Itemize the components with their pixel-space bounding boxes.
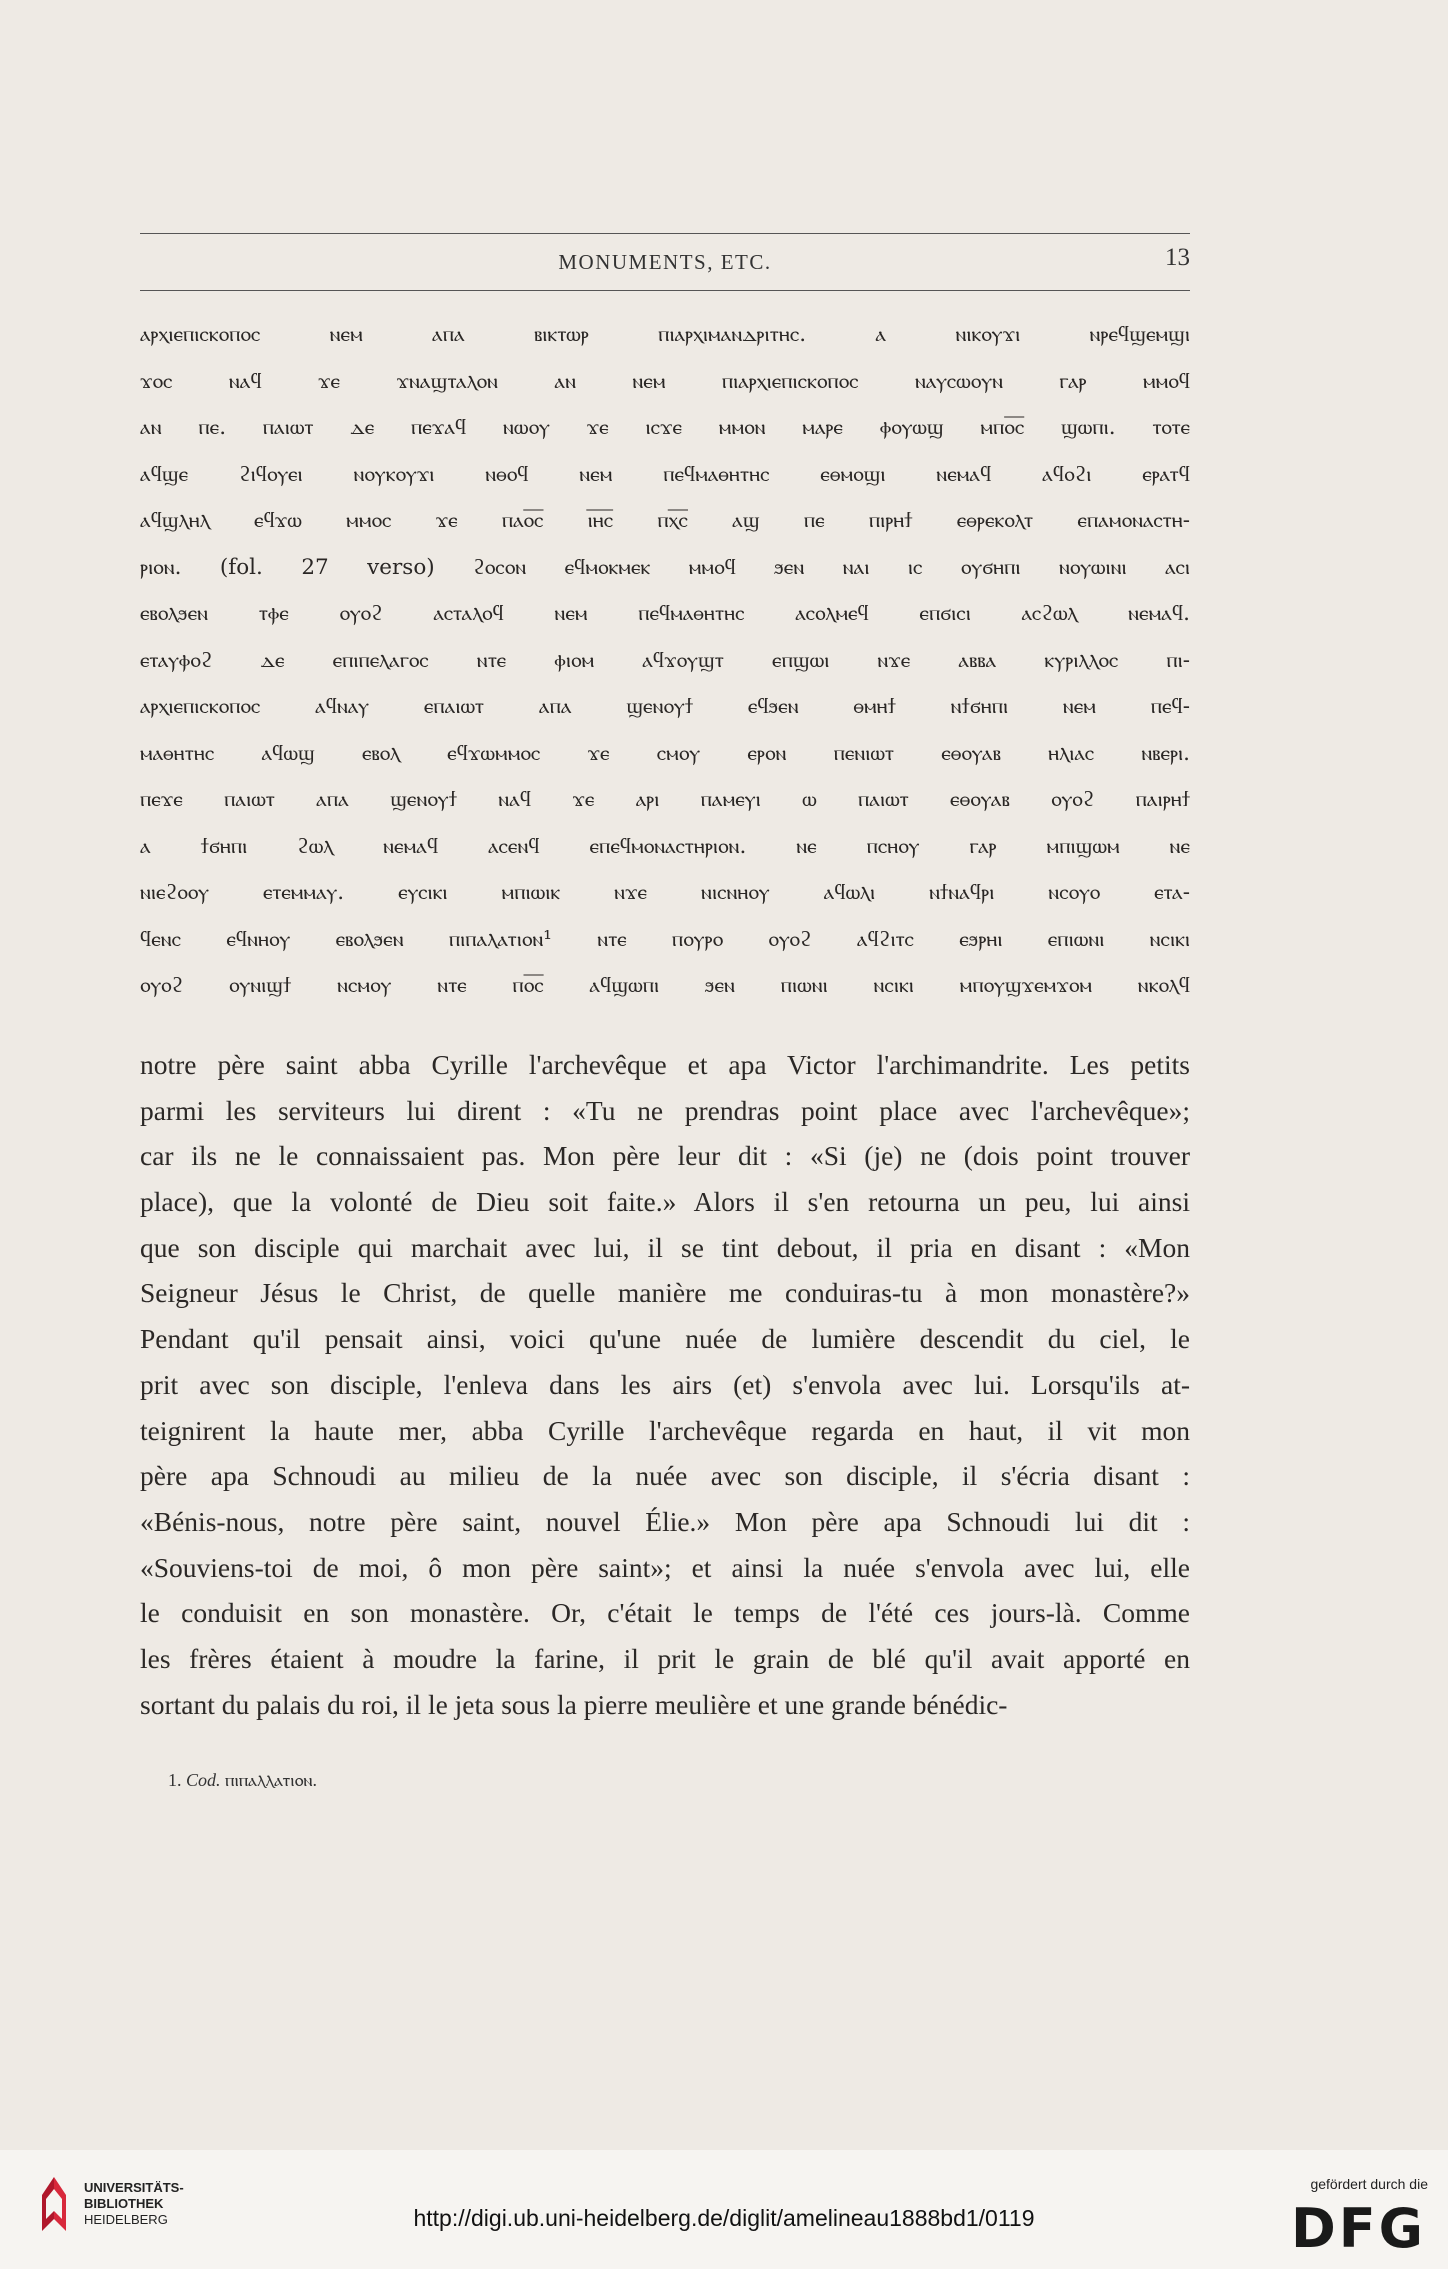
- running-title: MONUMENTS, ETC.: [558, 250, 772, 274]
- page-number: 13: [1165, 244, 1190, 271]
- footnote-text: ⲡⲓⲡⲁⲗⲗⲁⲧⲓⲟⲛ.: [225, 1770, 317, 1790]
- french-line: place), que la volonté de Dieu soit faite.» Alors il s'en retourna un peu, lui ainsi: [140, 1186, 1190, 1218]
- library-name-line1: UNIVERSITÄTS-: [84, 2180, 184, 2195]
- french-line: que son disciple qui marchait avec lui, il se tint debout, il pria en disant : «Mon: [140, 1231, 1190, 1263]
- source-url-link[interactable]: http://digi.ub.uni-heidelberg.de/diglit/amelineau1888bd1/0119: [413, 2205, 1035, 2231]
- coptic-text-block: [140, 312, 1190, 1010]
- running-head: [140, 244, 1190, 284]
- french-translation-block: [140, 1042, 1190, 1727]
- funding-note: gefördert durch die: [1310, 2176, 1428, 2192]
- coptic-line: ⲡⲉϫⲉ ⲡⲁⲓⲱⲧ ⲁⲡⲁ ϣⲉⲛⲟⲩϯ ⲛⲁϥ ϫⲉ ⲁⲣⲓ ⲡⲁⲙⲉⲩⲓ ⲱ ⲡⲁⲓⲱⲧ ⲉⲑⲟⲩⲁⲃ ⲟⲩⲟϩ ⲡⲁⲓⲣⲏϯ: [140, 787, 1190, 812]
- header-rule-bottom: [140, 290, 1190, 291]
- french-line: sortant du palais du roi, il le jeta sous la pierre meulière et une grande bénédic-: [140, 1688, 1008, 1720]
- french-line: Seigneur Jésus le Christ, de quelle manière me conduiras-tu à mon monastère?»: [140, 1277, 1190, 1309]
- coptic-line: ⲁϥϣⲉ ϩⲓϥⲟⲩⲉⲓ ⲛⲟⲩⲕⲟⲩϫⲓ ⲛⲑⲟϥ ⲛⲉⲙ ⲡⲉϥⲙⲁⲑⲏⲧⲏⲥ ⲉⲑⲙⲟϣⲓ ⲛⲉⲙⲁϥ ⲁϥⲟϩⲓ ⲉⲣⲁⲧϥ: [140, 461, 1190, 487]
- coptic-line: ⲉⲧⲁⲩⲫⲟϩ ⲇⲉ ⲉⲡⲓⲡⲉⲗⲁⲅⲟⲥ ⲛⲧⲉ ⲫⲓⲟⲙ ⲁϥϫⲟⲩϣⲧ ⲉⲡϣⲱⲓ ⲛϫⲉ ⲁⲃⲃⲁ ⲕⲩⲣⲓⲗⲗⲟⲥ ⲡⲓ-: [140, 647, 1190, 673]
- coptic-line: ⲁϥϣⲗⲏⲗ ⲉϥϫⲱ ⲙⲙⲟⲥ ϫⲉ ⲡⲁⲟ̅ⲥ̅ ⲓ̅ⲏ̅ⲥ̅ ⲡⲭ̅ⲥ̅ ⲁϣ ⲡⲉ ⲡⲓⲣⲏϯ ⲉⲑⲣⲉⲕⲟⲗⲧ ⲉⲡⲁⲙⲟⲛⲁⲥⲧⲏ-: [140, 508, 1190, 533]
- coptic-line: ⲁⲛ ⲡⲉ. ⲡⲁⲓⲱⲧ ⲇⲉ ⲡⲉϫⲁϥ ⲛⲱⲟⲩ ϫⲉ ⲓⲥϫⲉ ⲙⲙⲟⲛ ⲙⲁⲣⲉ ⲫⲟⲩⲱϣ ⲙⲡⲟ̅ⲥ̅ ϣⲱⲡⲓ. ⲧⲟⲧⲉ: [140, 415, 1190, 440]
- coptic-line: ⲣⲓⲟⲛ. (fol. 27 verso) ϩⲟⲥⲟⲛ ⲉϥⲙⲟⲕⲙⲉⲕ ⲙⲙⲟϥ ϧⲉⲛ ⲛⲁⲓ ⲓⲥ ⲟⲩϭⲏⲡⲓ ⲛⲟⲩⲱⲓⲛⲓ ⲁⲥⲓ: [140, 554, 1190, 580]
- coptic-line: ⲟⲩⲟϩ ⲟⲩⲛⲓϣϯ ⲛⲥⲙⲟⲩ ⲛⲧⲉ ⲡⲟ̅ⲥ̅ ⲁϥϣⲱⲡⲓ ϧⲉⲛ ⲡⲓⲱⲛⲓ ⲛⲥⲓⲕⲓ ⲙⲡⲟⲩϣϫⲉⲙϫⲟⲙ ⲛⲕⲟⲗϥ: [140, 973, 1190, 998]
- french-line: «Souviens-toi de moi, ô mon père saint»; et ainsi la nuée s'envola avec lui, elle: [140, 1551, 1190, 1583]
- dfg-logo: DFG: [1290, 2197, 1426, 2260]
- coptic-line: ⲁⲣⲭⲓⲉⲡⲓⲥⲕⲟⲡⲟⲥ ⲁϥⲛⲁⲩ ⲉⲡⲁⲓⲱⲧ ⲁⲡⲁ ϣⲉⲛⲟⲩϯ ⲉϥϧⲉⲛ ⲑⲙⲏϯ ⲛϯϭⲏⲡⲓ ⲛⲉⲙ ⲡⲉϥ-: [140, 694, 1190, 719]
- library-name-line2: BIBLIOTHEK: [84, 2196, 164, 2211]
- library-name-line3: HEIDELBERG: [84, 2212, 168, 2227]
- coptic-line: ϫⲟⲥ ⲛⲁϥ ϫⲉ ϫⲛⲁϣⲧⲁⲗⲟⲛ ⲁⲛ ⲛⲉⲙ ⲡⲓⲁⲣⲭⲓⲉⲡⲓⲥⲕⲟⲡⲟⲥ ⲛⲁⲩⲥⲱⲟⲩⲛ ⲅⲁⲣ ⲙⲙⲟϥ: [140, 368, 1190, 394]
- coptic-line: ⲙⲁⲑⲏⲧⲏⲥ ⲁϥⲱϣ ⲉⲃⲟⲗ ⲉϥϫⲱⲙⲙⲟⲥ ϫⲉ ⲥⲙⲟⲩ ⲉⲣⲟⲛ ⲡⲉⲛⲓⲱⲧ ⲉⲑⲟⲩⲁⲃ ⲏⲗⲓⲁⲥ ⲛⲃⲉⲣⲓ.: [140, 740, 1190, 766]
- french-line: notre père saint abba Cyrille l'archevêque et apa Victor l'archimandrite. Les petits: [140, 1049, 1190, 1080]
- coptic-line: ⲁ ϯϭⲏⲡⲓ ϩⲱⲗ ⲛⲉⲙⲁϥ ⲁⲥⲉⲛϥ ⲉⲡⲉϥⲙⲟⲛⲁⲥⲧⲏⲣⲓⲟⲛ. ⲛⲉ ⲡⲥⲏⲟⲩ ⲅⲁⲣ ⲙⲡⲓϣⲱⲙ ⲛⲉ: [140, 833, 1190, 859]
- footnote-label: Cod.: [186, 1770, 221, 1790]
- french-line: père apa Schnoudi au milieu de la nuée avec son disciple, il s'écria disant :: [140, 1460, 1190, 1492]
- coptic-line: ⲉⲃⲟⲗϧⲉⲛ ⲧⲫⲉ ⲟⲩⲟϩ ⲁⲥⲧⲁⲗⲟϥ ⲛⲉⲙ ⲡⲉϥⲙⲁⲑⲏⲧⲏⲥ ⲁⲥⲟⲗⲙⲉϥ ⲉⲡϭⲓⲥⲓ ⲁⲥϩⲱⲗ ⲛⲉⲙⲁϥ.: [140, 601, 1190, 626]
- coptic-line: ⲛⲓⲉϩⲟⲟⲩ ⲉⲧⲉⲙⲙⲁⲩ. ⲉⲩⲥⲓⲕⲓ ⲙⲡⲓⲱⲓⲕ ⲛϫⲉ ⲛⲓⲥⲛⲏⲟⲩ ⲁϥⲱⲗⲓ ⲛϯⲛⲁϥⲣⲓ ⲛⲥⲟⲩⲟ ⲉⲧⲁ-: [140, 880, 1190, 905]
- french-line: le conduisit en son monastère. Or, c'était le temps de l'été ces jours-là. Comme: [140, 1597, 1190, 1629]
- french-line: parmi les serviteurs lui dirent : «Tu ne prendras point place avec l'archevêque»;: [140, 1094, 1190, 1126]
- footnote-number: 1.: [168, 1770, 182, 1790]
- french-line: teignirent la haute mer, abba Cyrille l'archevêque regarda en haut, il vit mon: [140, 1414, 1190, 1446]
- french-line: prit avec son disciple, l'enleva dans les airs (et) s'envola avec lui. Lorsqu'ils at-: [140, 1368, 1190, 1400]
- french-line: les frères étaient à moudre la farine, il prit le grain de blé qu'il avait apporté en: [140, 1642, 1190, 1674]
- coptic-line: ϥⲉⲛⲥ ⲉϥⲛⲏⲟⲩ ⲉⲃⲟⲗϧⲉⲛ ⲡⲓⲡⲁⲗⲁⲧⲓⲟⲛ¹ ⲛⲧⲉ ⲡⲟⲩⲣⲟ ⲟⲩⲟϩ ⲁϥϩⲓⲧⲥ ⲉϧⲣⲏⲓ ⲉⲡⲓⲱⲛⲓ ⲛⲥⲓⲕⲓ: [140, 926, 1190, 952]
- header-rule-top: [140, 233, 1190, 234]
- french-line: «Bénis-nous, notre père saint, nouvel Élie.» Mon père apa Schnoudi lui dit :: [140, 1505, 1190, 1537]
- coptic-line: ⲁⲣⲭⲓⲉⲡⲓⲥⲕⲟⲡⲟⲥ ⲛⲉⲙ ⲁⲡⲁ ⲃⲓⲕⲧⲱⲣ ⲡⲓⲁⲣⲭⲓⲙⲁⲛⲇⲣⲓⲧⲏⲥ. ⲁ ⲛⲓⲕⲟⲩϫⲓ ⲛⲣⲉϥϣⲉⲙϣⲓ: [140, 322, 1190, 347]
- french-line: Pendant qu'il pensait ainsi, voici qu'une nuée de lumière descendit du ciel, le: [140, 1323, 1190, 1355]
- french-line: car ils ne le connaissaient pas. Mon père leur dit : «Si (je) ne (dois point trouver: [140, 1140, 1190, 1172]
- footnote: [168, 1770, 317, 1791]
